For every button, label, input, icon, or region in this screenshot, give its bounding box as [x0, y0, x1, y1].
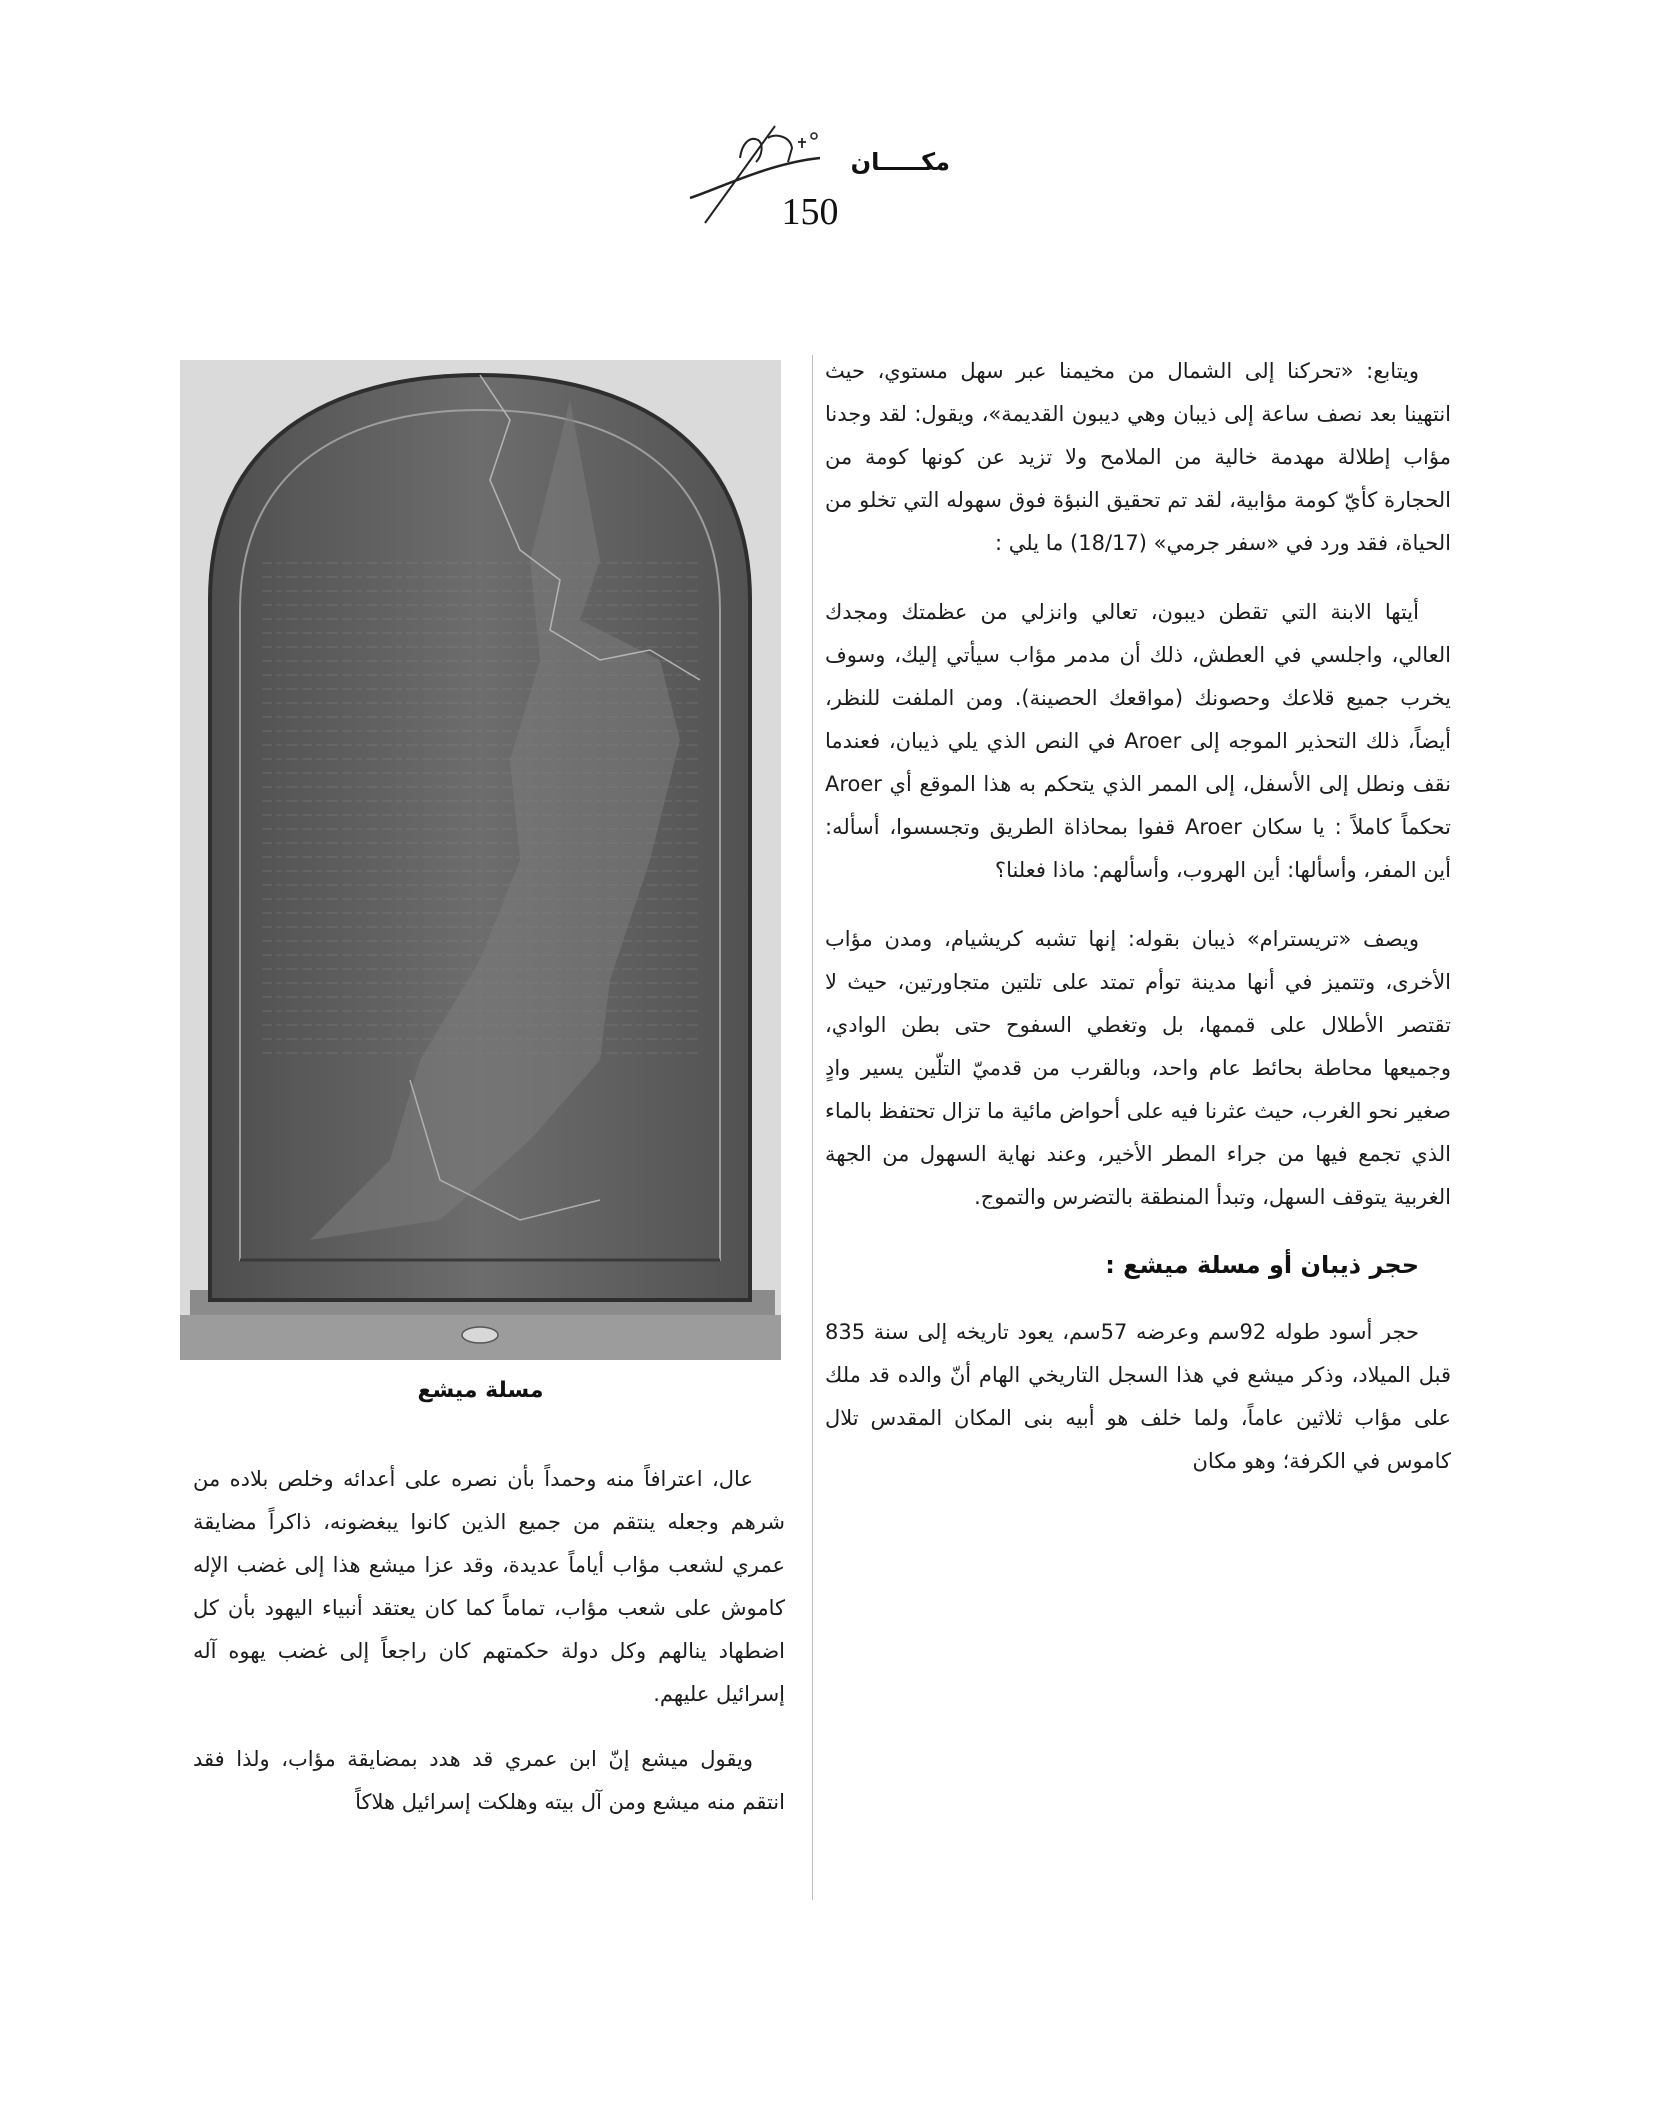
left-column — [193, 1458, 785, 1846]
right-column — [825, 350, 1451, 1509]
mesha-stele-photo — [180, 360, 781, 1360]
paragraph: ويقول ميشع إنّ ابن عمري قد هدد بمضايقة مؤاب، ولذا فقد انتقم منه ميشع ومن آل بيته وهلكت إسرائيل هلاكاً — [193, 1747, 785, 1814]
page-header — [660, 118, 960, 238]
section-heading: حجر ذيبان أو مسلة ميشع : — [1105, 1251, 1419, 1279]
paragraph: حجر أسود طوله 92سم وعرضه 57سم، يعود تاريخه إلى سنة 835 قبل الميلاد، وذكر ميشع في هذا السجل التاريخي الهام أنّ والده قد ملك على مؤاب ثلاثين عاماً، ولما خلف هو أبيه بنى المكان المقدس تلال كاموس في الكرفة؛ وهو مكان — [825, 1320, 1451, 1473]
paragraph: ويصف «تريسترام» ذيبان بقوله: إنها تشبه كريشيام، ومدن مؤاب الأخرى، وتتميز في أنها مدينة توأم تمتد على تلتين متجاورتين، حيث لا تقتصر الأطلال على قممها، بل وتغطي السفوح حتى بطن الوادي، وجميعها محاطة بحائط عام واحد، وبالقرب من قدميّ التلّين يسير وادٍ صغير نحو الغرب، حيث عثرنا فيه على أحواض مائية ما تزال تحتفظ بالماء الذي تجمع فيها من جراء المطر الأخير، وعند نهاية السهول من الجهة الغربية يتوقف السهل، وتبدأ المنطقة بالتضرس والتموج. — [825, 927, 1451, 1209]
paragraph: عال، اعترافاً منه وحمداً بأن نصره على أعدائه وخلص بلاده من شرهم وجعله ينتقم من جميع الذين كانوا يبغضونه، ذاكراً مضايقة عمري لشعب مؤاب أياماً عديدة، وقد عزا ميشع هذا إلى غضب الإله كاموش على شعب مؤاب، تماماً كما كان يعتقد أنبياء اليهود بأن كل اضطهاد ينالهم وكل دولة حكمتهم كان راجعاً إلى غضب يهوه آله إسرائيل عليهم. — [193, 1467, 785, 1706]
page-number: 150 — [781, 191, 839, 233]
magazine-name: مكـــــان — [850, 148, 950, 176]
image-caption: مسلة ميشع — [417, 1378, 544, 1403]
column-divider — [812, 355, 813, 1900]
paragraph: ويتابع: «تحركنا إلى الشمال من مخيمنا عبر سهل مستوي، حيث انتهينا بعد نصف ساعة إلى ذيبان وهي ديبون القديمة»، ويقول: لقد وجدنا مؤاب إطلالة مهدمة خالية من الملامح ولا تزيد عن كونها كومة من الحجارة كأيّ كومة مؤابية، لقد تم تحقيق النبؤة فوق سهوله التي تخلو من الحياة، فقد ورد في «سفر جرمي» (18/17) ما يلي : — [825, 359, 1451, 555]
paragraph: أيتها الابنة التي تقطن ديبون، تعالي وانزلي من عظمتك ومجدك العالي، واجلسي في العطش، ذلك أن مدمر مؤاب سيأتي إليك، وسوف يخرب جميع قلاعك وحصونك (مواقعك الحصينة). ومن الملفت للنظر، أيضاً، ذلك التحذير الموجه إلى Aroer في النص الذي يلي ذيبان، فعندما نقف ونطل إلى الأسفل، إلى الممر الذي يتحكم به هذا الموقع أي Aroer تحكماً كاملاً : يا سكان Aroer قفوا بمحاذاة الطريق وتجسسوا، أسأله: أين المفر، وأسألها: أين الهروب، وأسألهم: ماذا فعلنا؟ — [825, 600, 1451, 882]
